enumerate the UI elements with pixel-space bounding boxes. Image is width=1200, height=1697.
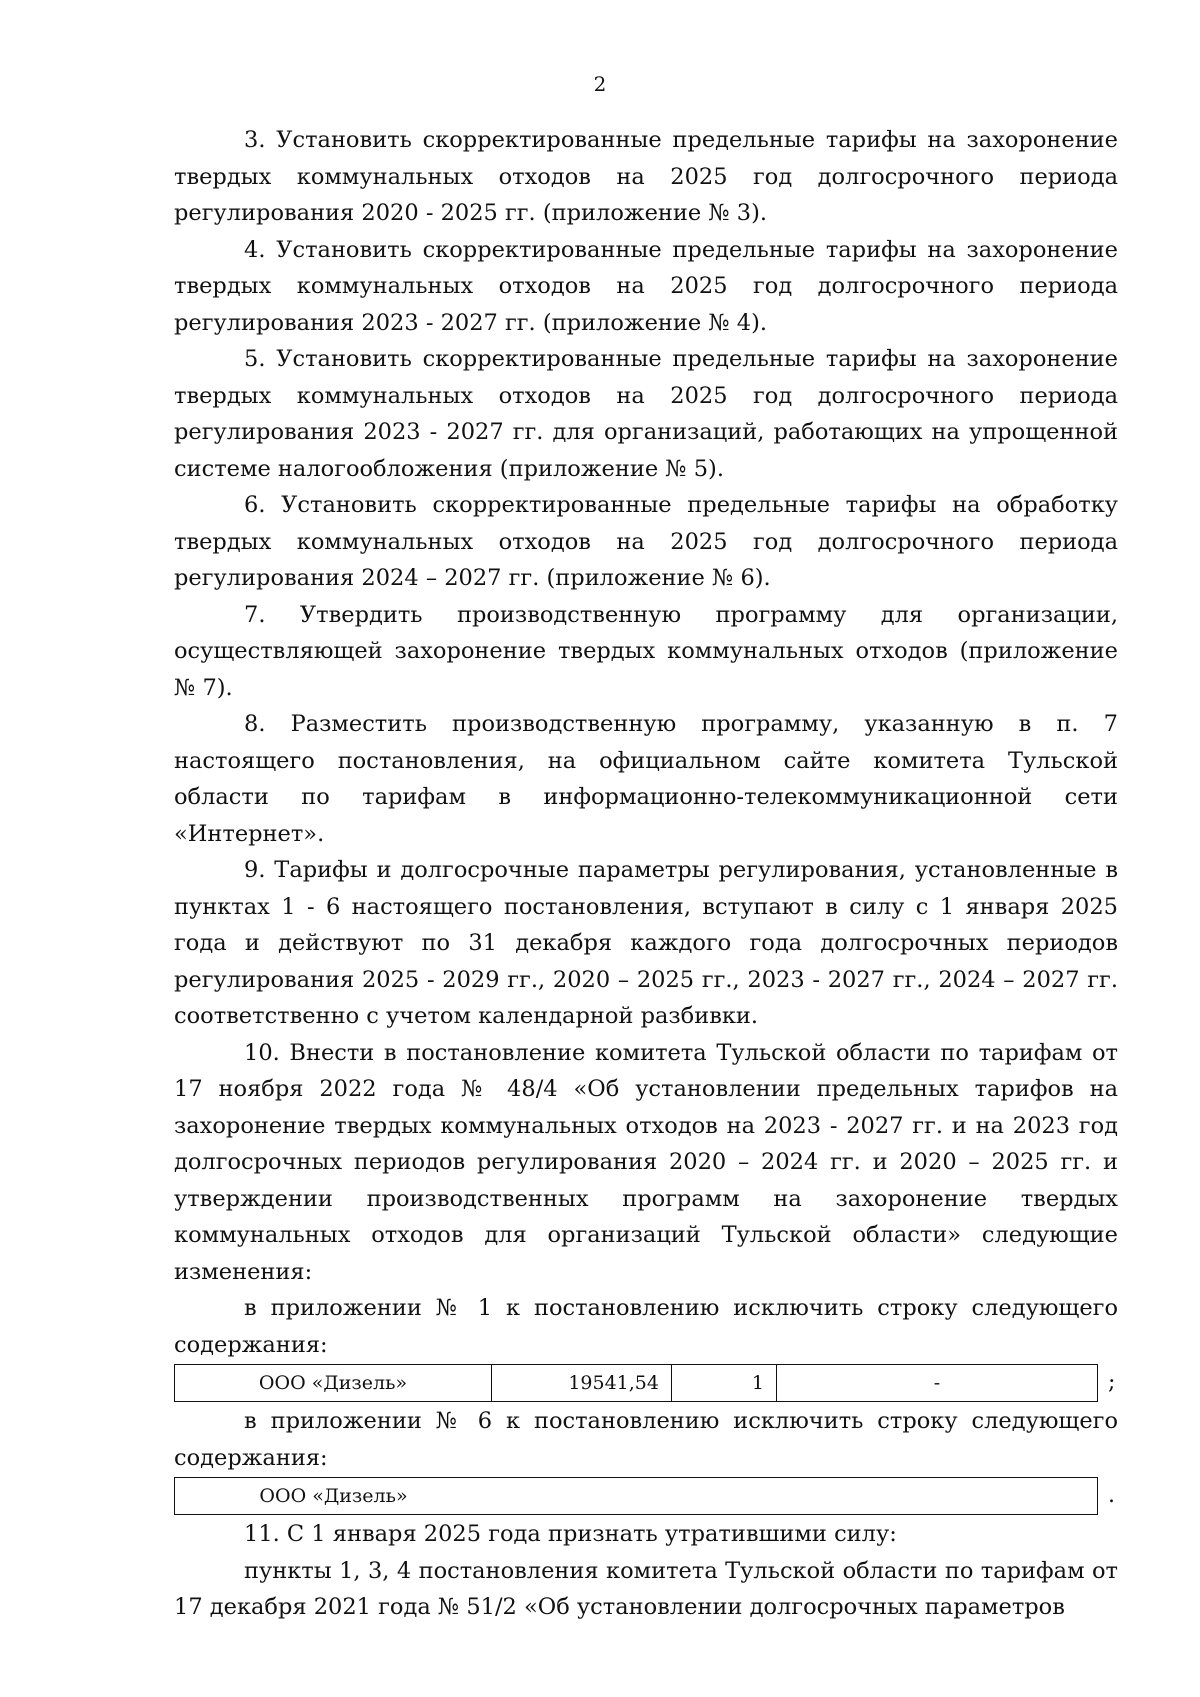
paragraph-appendix-6-change: в приложении № 6 к постановлению исключить строку следующего содержания: [174,1408,1118,1471]
row-tail-semicolon: ; [1108,1369,1116,1395]
paragraph-item-3: 3. Установить скорректированные предельные тарифы на захоронение твердых коммунальных отходов на 2025 год долгосрочного периода регулирования 2020 - 2025 гг. (приложение № 3). [174,127,1118,226]
excluded-row-table [174,1364,1098,1402]
table-cell-tariff: 19541,54 [492,1365,672,1401]
excluded-row-table-single [174,1477,1098,1515]
paragraph-item-5: 5. Установить скорректированные предельные тарифы на захоронение твердых коммунальных отходов на 2025 год долгосрочного периода регулирования 2023 - 2027 гг. для организаций, работающих на упрощенной системе налогообложения (приложение № 5). [174,346,1118,482]
table-cell-dash: - [933,1371,941,1394]
table-cell-organization: ООО «Дизель» [175,1365,492,1401]
paragraph-item-9: 9. Тарифы и долгосрочные параметры регулирования, установленные в пунктах 1 - 6 настоящего постановления, вступают в силу с 1 января 2025 года и действуют по 31 декабря каждого года долгосрочных периодов регулирования 2025 - 2029 гг., 2020 – 2025 гг., 2023 - 2027 гг., 2024 – 2027 гг. соответственно с учетом календарной разбивки. [174,857,1118,1029]
paragraph-repealed-points: пункты 1, 3, 4 постановления комитета Тульской области по тарифам от 17 декабря 2021 года № 51/2 «Об установлении долгосрочных параметров [174,1557,1118,1620]
excluded-row-appendix-1 [174,1363,1118,1403]
paragraph-item-6: 6. Установить скорректированные предельные тарифы на обработку твердых коммунальных отходов на 2025 год долгосрочного периода регулирования 2024 – 2027 гг. (приложение № 6). [174,492,1118,591]
row-tail-period: . [1108,1482,1115,1508]
excluded-row-appendix-6 [174,1476,1118,1516]
paragraph-appendix-1-change: в приложении № 1 к постановлению исключить строку следующего содержания: [174,1295,1118,1358]
paragraph-item-7: 7. Утвердить производственную программу для организации, осуществляющей захоронение твердых коммунальных отходов (приложение № 7). [174,601,1118,701]
paragraph-item-10: 10. Внести в постановление комитета Тульской области по тарифам от 17 ноября 2022 года № 48/4 «Об установлении предельных тарифов на захоронение твердых коммунальных отходов на 2023 - 2027 гг. и на 2023 год долгосрочных периодов регулирования 2020 – 2024 гг. и 2020 – 2025 гг. и утверждении производственных программ на захоронение твердых коммунальных отходов для организаций Тульской области» следующие изменения: [174,1039,1118,1285]
document-body [174,122,1118,1626]
table-cell-count: 1 [672,1365,777,1401]
table-cell-organization: ООО «Дизель» [259,1484,408,1507]
paragraph-item-8: 8. Разместить производственную программу, указанную в п. 7 настоящего постановления, на официальном сайте комитета Тульской области по тарифам в информационно-телекоммуникационной сети «Интернет». [174,711,1118,847]
paragraph-item-4: 4. Установить скорректированные предельные тарифы на захоронение твердых коммунальных отходов на 2025 год долгосрочного периода регулирования 2023 - 2027 гг. (приложение № 4). [174,236,1118,336]
paragraph-item-11: 11. С 1 января 2025 года признать утратившими силу: [244,1521,897,1547]
page-number: 2 [593,72,607,96]
